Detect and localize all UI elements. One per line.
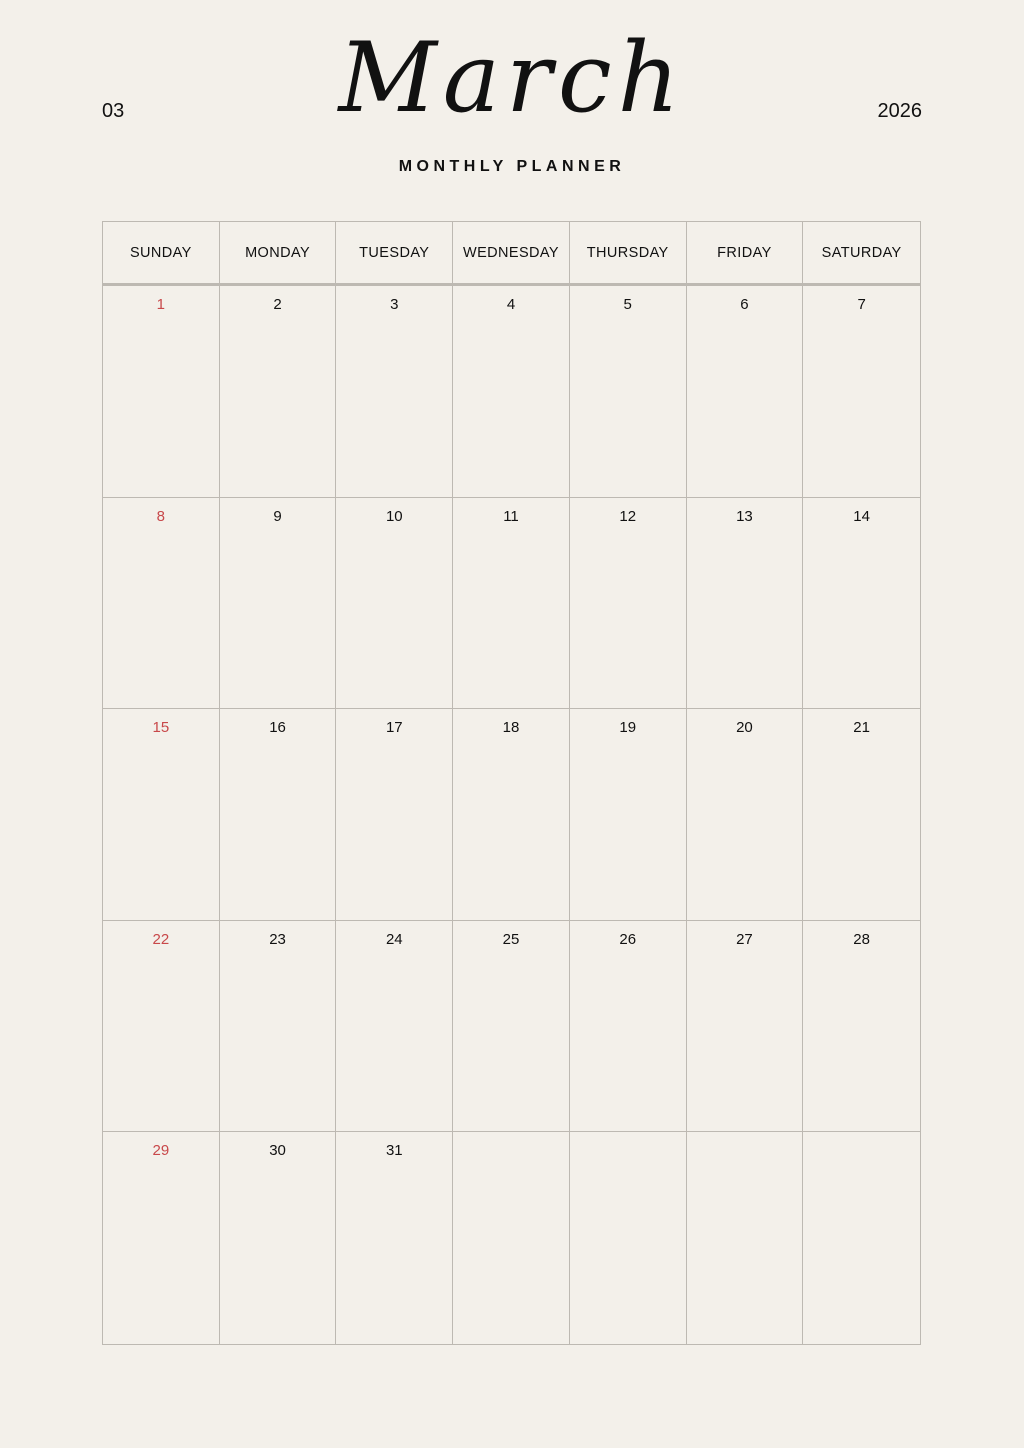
weekday-header: FRIDAY (687, 222, 804, 286)
day-cell (453, 1132, 570, 1344)
day-cell: 4 (453, 286, 570, 498)
day-cell: 28 (803, 921, 920, 1133)
day-cell: 11 (453, 498, 570, 710)
day-cell: 9 (220, 498, 337, 710)
day-cell: 13 (687, 498, 804, 710)
year: 2026 (877, 100, 922, 122)
weekday-header: MONDAY (220, 222, 337, 286)
day-cell: 30 (220, 1132, 337, 1344)
day-cell: 26 (570, 921, 687, 1133)
day-cell: 21 (803, 709, 920, 921)
weekday-header: THURSDAY (570, 222, 687, 286)
day-cell (803, 1132, 920, 1344)
day-cell: 16 (220, 709, 337, 921)
day-cell: 10 (336, 498, 453, 710)
month-number: 03 (102, 100, 125, 122)
day-cell: 15 (103, 709, 220, 921)
weekday-header: TUESDAY (336, 222, 453, 286)
weekday-header: WEDNESDAY (453, 222, 570, 286)
calendar-grid (102, 221, 921, 1345)
day-cell: 20 (687, 709, 804, 921)
day-cell: 12 (570, 498, 687, 710)
day-cell: 18 (453, 709, 570, 921)
day-cell: 27 (687, 921, 804, 1133)
planner-subtitle: MONTHLY PLANNER (398, 158, 626, 175)
day-cell: 8 (103, 498, 220, 710)
day-cell: 22 (103, 921, 220, 1133)
day-cell: 17 (336, 709, 453, 921)
day-cell: 25 (453, 921, 570, 1133)
day-cell: 2 (220, 286, 337, 498)
day-cell: 14 (803, 498, 920, 710)
weekday-header: SATURDAY (803, 222, 920, 286)
day-cell: 6 (687, 286, 804, 498)
day-cell: 1 (103, 286, 220, 498)
day-cell: 29 (103, 1132, 220, 1344)
day-cell: 31 (336, 1132, 453, 1344)
month-title: March (338, 22, 686, 134)
day-cell: 24 (336, 921, 453, 1133)
day-cell: 3 (336, 286, 453, 498)
day-cell: 23 (220, 921, 337, 1133)
day-cell (687, 1132, 804, 1344)
day-cell: 7 (803, 286, 920, 498)
day-cell: 5 (570, 286, 687, 498)
day-cell: 19 (570, 709, 687, 921)
weekday-header: SUNDAY (103, 222, 220, 286)
day-cell (570, 1132, 687, 1344)
